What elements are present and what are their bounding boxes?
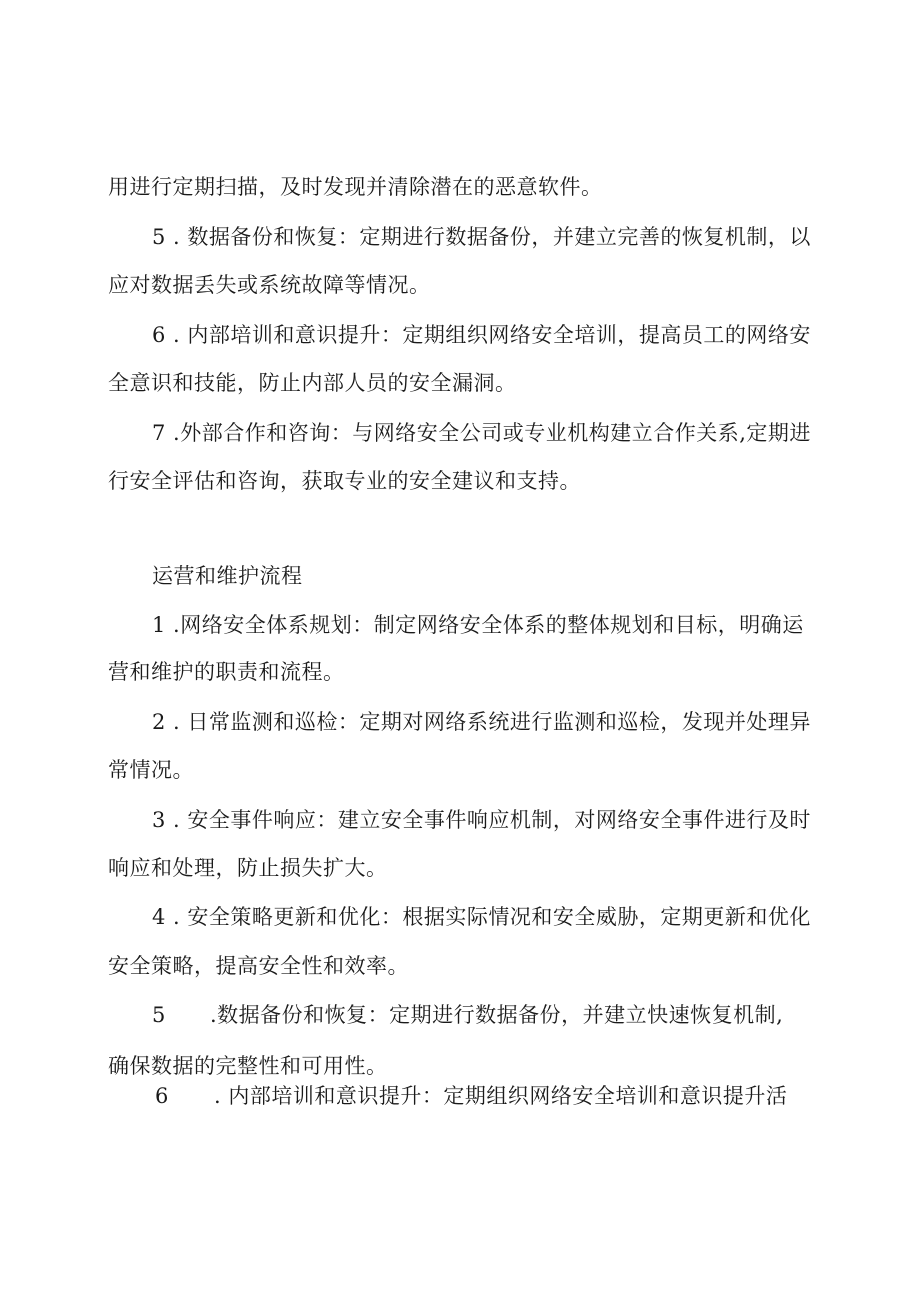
paragraph-line: 营和维护的职责和流程。 [108, 660, 345, 684]
paragraph-line: 全意识和技能，防止内部人员的安全漏洞。 [108, 371, 517, 395]
paragraph-line: 7 .外部合作和咨询：与网络安全公司或专业机构建立合作关系,定期进 [152, 421, 811, 445]
paragraph-line: 确保数据的完整性和可用性。 [108, 1054, 388, 1078]
paragraph-line: 5 . 数据备份和恢复：定期进行数据备份，并建立完善的恢复机制，以 [152, 225, 811, 249]
paragraph-line: 用进行定期扫描，及时发现并清除潜在的恶意软件。 [108, 175, 603, 199]
paragraph-line: 响应和处理，防止损失扩大。 [108, 856, 388, 880]
paragraph-line: 4 . 安全策略更新和优化：根据实际情况和安全威胁，定期更新和优化 [152, 905, 811, 929]
paragraph-line: . 内部培训和意识提升：定期组织网络安全培训和意识提升活 [214, 1084, 788, 1108]
paragraph-line: 3 . 安全事件响应：建立安全事件响应机制，对网络安全事件进行及时 [152, 808, 811, 832]
paragraph-line: 6 . 内部培训和意识提升：定期组织网络安全培训，提高员工的网络安 [152, 323, 811, 347]
list-number: 5 [152, 1003, 166, 1027]
paragraph-line: 1 .网络安全体系规划：制定网络安全体系的整体规划和目标，明确运 [152, 613, 804, 637]
list-number: 6 [155, 1084, 169, 1108]
paragraph-line: 应对数据丢失或系统故障等情况。 [108, 273, 431, 297]
paragraph-line: 2 . 日常监测和巡检：定期对网络系统进行监测和巡检，发现并处理异 [152, 710, 811, 734]
paragraph-line: 行安全评估和咨询，获取专业的安全建议和支持。 [108, 469, 581, 493]
paragraph-line: 常情况。 [108, 758, 194, 782]
section-heading: 运营和维护流程 [152, 564, 303, 588]
paragraph-line: .数据备份和恢复：定期进行数据备份，并建立快速恢复机制, [210, 1003, 784, 1027]
paragraph-line: 安全策略，提高安全性和效率。 [108, 954, 409, 978]
